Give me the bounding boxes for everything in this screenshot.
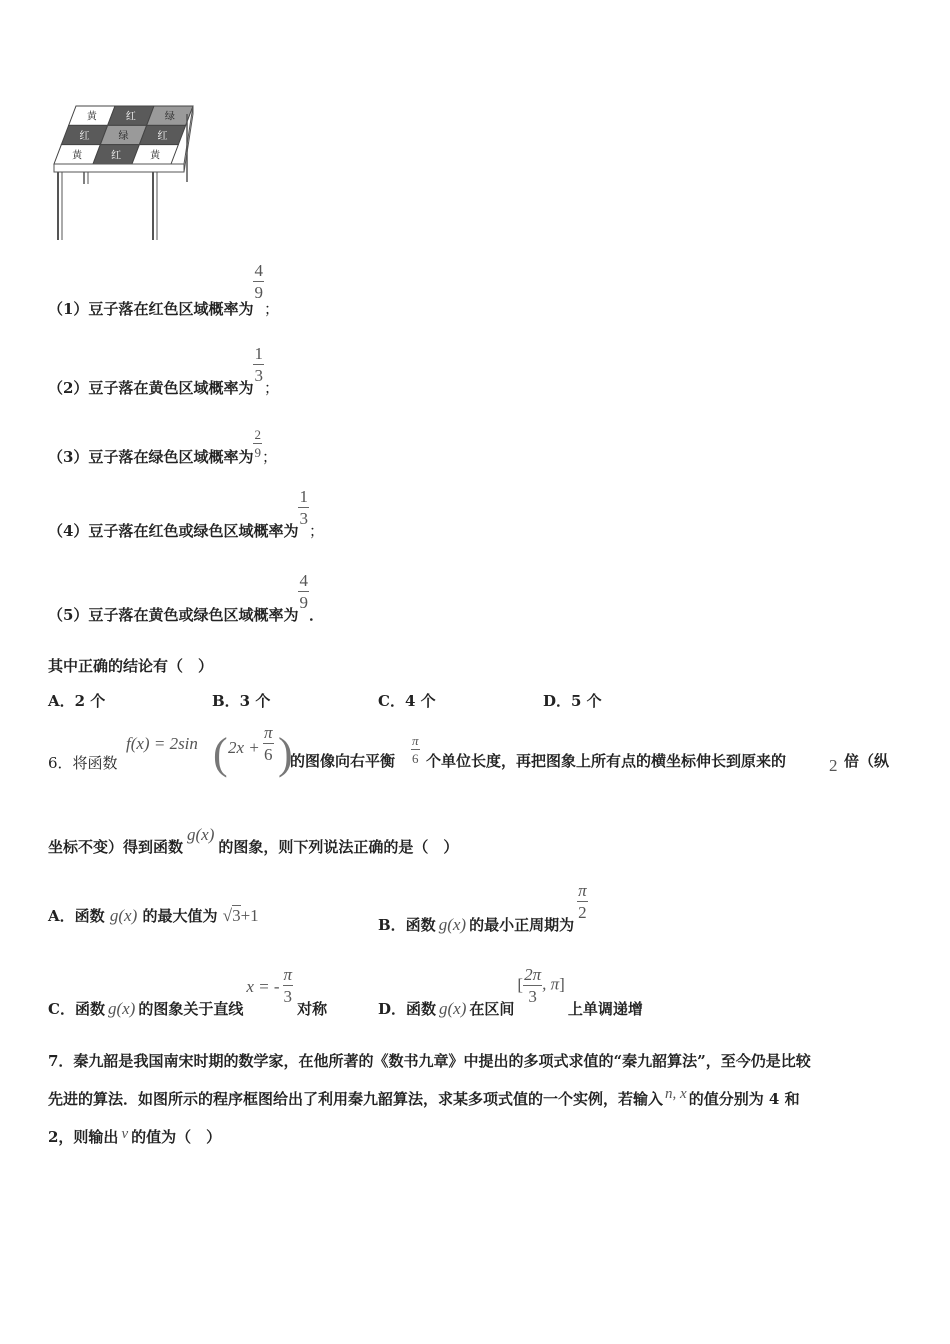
paren-right: ) xyxy=(278,729,293,778)
f-expression: f(x) = 2sin xyxy=(126,734,198,753)
q7-line3-b: 的值为（ ） xyxy=(131,1128,222,1146)
option-text: 的图象关于直线 xyxy=(138,999,244,1018)
option-tail: 对称 xyxy=(297,999,328,1018)
option-text: 的最大值为 xyxy=(142,907,218,925)
fraction: $\frac{2}{9}$ xyxy=(254,427,261,460)
q7-line3-a: 2，则输出 xyxy=(48,1128,119,1146)
statement-end: ． xyxy=(308,605,324,624)
q7-line2-b: 的值分别为 4 和 xyxy=(688,1090,800,1108)
q6-mid: 的图像向右平衡 xyxy=(290,752,396,770)
question-6-line-1 xyxy=(48,723,890,778)
fraction: $\frac{4}{9}$ xyxy=(299,571,308,612)
fraction: $\frac{2\pi}{3}$ xyxy=(524,965,542,1006)
q6-option-c xyxy=(48,965,328,1018)
g-expression: g(x) xyxy=(439,998,467,1018)
grid-cell-label: 红 xyxy=(125,111,136,123)
option-label: D．函数 xyxy=(378,999,437,1018)
statement-2 xyxy=(48,344,279,397)
question-7-line-1: 7．秦九韶是我国南宋时期的数学家，在他所著的《数书九章》中提出的多项式求值的“秦九韶算法”，至今仍是比较 xyxy=(48,1052,811,1070)
output-var: v xyxy=(121,1126,129,1142)
grid-cell-label: 红 xyxy=(79,131,90,142)
question-6-line-2 xyxy=(48,822,459,856)
option-label: C．函数 xyxy=(48,999,105,1018)
q6-option-b xyxy=(378,881,588,934)
q7-line2-a: 先进的算法．如图所示的程序框图给出了利用秦九韶算法，求某多项式值的一个实例，若输入 xyxy=(48,1090,664,1108)
paren-left: ( xyxy=(213,729,228,778)
fraction: $\frac{4}{9}$ xyxy=(254,261,263,302)
statement-5 xyxy=(48,571,324,624)
grid-cell-label: 绿 xyxy=(118,131,129,142)
fraction: $\frac{1}{3}$ xyxy=(254,344,263,385)
bracket-right: ] xyxy=(559,974,565,994)
grid-cell-label: 绿 xyxy=(164,111,175,123)
statement-end: ； xyxy=(263,299,279,318)
grid-cell-label: 红 xyxy=(157,131,168,142)
inner-fraction: $\frac{\pi}{6}$ xyxy=(264,723,273,764)
statement-label: （4）豆子落在红色或绿色区域概率为 xyxy=(48,521,299,540)
question-5-prompt: 其中正确的结论有（ ） xyxy=(48,657,214,675)
option-d: D．5 个 xyxy=(543,692,602,710)
g-expression: g(x) xyxy=(107,998,136,1018)
fraction: $\frac{\pi}{2}$ xyxy=(578,881,587,922)
sqrt-icon: √3+1 xyxy=(222,906,259,925)
fraction: $\frac{\pi}{3}$ xyxy=(283,965,293,1006)
statement-end: ； xyxy=(308,521,324,540)
input-vars: n, x xyxy=(665,1086,687,1102)
question-7-line-2 xyxy=(48,1082,800,1108)
option-a: A．2 个 xyxy=(48,692,106,710)
statement-label: （1）豆子落在红色区域概率为 xyxy=(48,299,254,318)
fraction: $\frac{1}{3}$ xyxy=(299,487,308,528)
statement-label: （5）豆子落在黄色或绿色区域概率为 xyxy=(48,605,299,624)
q6-tail: 倍（纵 xyxy=(844,752,890,770)
statement-label: （3）豆子落在绿色区域概率为 xyxy=(48,447,254,466)
grid-cell-label: 黄 xyxy=(72,150,83,162)
line-equation: x = - xyxy=(246,976,280,996)
q6-option-a xyxy=(48,905,259,926)
question-7-line-3 xyxy=(48,1122,222,1146)
shift-fraction: $\frac{\pi}{6}$ xyxy=(412,733,419,766)
q6-line2-b: 的图象，则下列说法正确的是（ ） xyxy=(218,838,459,856)
option-text: 在区间 xyxy=(469,999,515,1018)
inner-expression: 2x + xyxy=(228,738,260,757)
grid-cell-label: 黄 xyxy=(150,150,161,162)
q6-option-d xyxy=(378,965,643,1018)
option-label: B．函数 xyxy=(378,915,436,934)
option-label: A．函数 xyxy=(48,907,105,925)
statement-end: ； xyxy=(261,447,277,466)
option-c: C．4 个 xyxy=(378,692,436,710)
factor-value: 2 xyxy=(829,756,838,775)
option-b: B．3 个 xyxy=(212,692,271,710)
statement-end: ； xyxy=(263,378,279,397)
q6-mid2: 个单位长度，再把图象上所有点的横坐标伸长到原来的 xyxy=(426,752,787,770)
statement-label: （2）豆子落在黄色区域概率为 xyxy=(48,378,254,397)
q6-line2-a: 坐标不变）得到函数 xyxy=(48,838,184,856)
statement-4 xyxy=(48,487,324,540)
g-expression: g(x) xyxy=(109,906,138,925)
grid-cell-label: 黄 xyxy=(86,111,97,123)
interval-rest: , π xyxy=(542,974,560,994)
option-text: 的最小正周期为 xyxy=(469,915,575,934)
q6-prefix: 6．将函数 xyxy=(48,754,118,772)
g-expression: g(x) xyxy=(187,825,215,844)
bracket-left: [ xyxy=(517,974,524,994)
statement-3 xyxy=(48,427,277,466)
statement-1 xyxy=(48,261,279,318)
option-tail: 上单调递增 xyxy=(567,999,643,1018)
table-figure xyxy=(48,100,198,245)
grid-cell-label: 红 xyxy=(111,150,122,162)
g-expression: g(x) xyxy=(438,914,467,934)
